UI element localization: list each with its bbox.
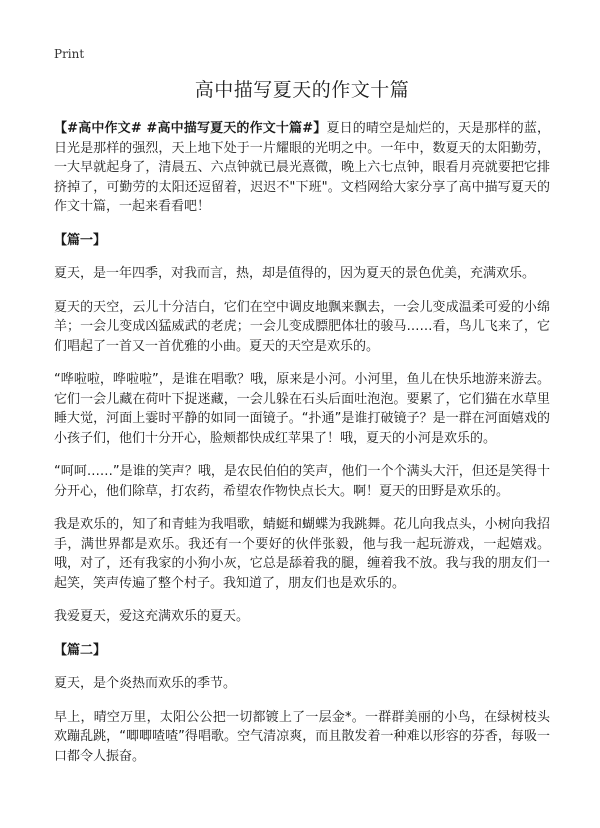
paragraph: 早上，晴空万里，太阳公公把一切都镀上了一层金*。一群群美丽的小鸟，在绿树枝头欢蹦乱跳，“唧唧喳喳”得唱歌。空气清凉爽，而且散发着一种难以形容的芬香，每吸一口都令人振奋。 <box>54 709 550 764</box>
paragraph: 我爱夏天，爱这充满欢乐的夏天。 <box>54 609 250 624</box>
page-title: 高中描写夏天的作文十篇 <box>194 79 410 101</box>
paragraph: 我是欢乐的，知了和青蛙为我唱歌，蜻蜓和蝴蝶为我跳舞。花儿向我点头，小树向我招手，满世界都是欢乐。我还有一个要好的伙伴张毅，他与我一起玩游戏，一起嬉戏。哦，对了，还有我家的小狗小灰，它总是舔着我的腿，缠着我不放。我与我的朋友们一起笑，笑声传遍了整个村子。我知道了，朋友们也是欢乐的。 <box>54 517 550 591</box>
paragraph: 夏天，是一年四季，对我而言，热，却是值得的，因为夏天的景色优美，充满欢乐。 <box>54 266 536 281</box>
paragraph: 夏天，是个炎热而欢乐的季节。 <box>54 676 237 691</box>
intro-text: 夏日的晴空是灿烂的，天是那样的蓝，日光是那样的强烈，天上地下处于一片耀眼的光明之中。一年中，数夏天的太阳勤劳，一大早就起身了，清晨五、六点钟就已晨光熹微，晚上六七点钟，眼看月亮就要把它排挤掉了，可勤劳的太阳还逗留着，迟迟不"下班"。文档网给大家分享了高中描写夏天的作文十篇，一起来看看吧！ <box>54 121 550 214</box>
intro-paragraph <box>54 119 550 217</box>
paragraph: 夏天的天空，云儿十分洁白，它们在空中调皮地飘来飘去，一会儿变成温柔可爱的小绵羊；一会儿变成凶猛威武的老虎；一会儿变成膘肥体壮的骏马……看，鸟儿飞来了，它们唱起了一首又一首优雅的小曲。夏天的天空是欢乐的。 <box>54 299 550 354</box>
paragraph: “呵呵……”是谁的笑声？哦，是农民伯伯的笑声，他们一个个满头大汗，但还是笑得十分开心，他们除草，打农药，希望农作物快点长大。啊！夏天的田野是欢乐的。 <box>54 464 550 499</box>
intro-tag: 【#高中作文# #高中描写夏天的作文十篇#】 <box>54 121 327 136</box>
document <box>54 78 550 780</box>
print-link[interactable]: Print <box>54 47 85 61</box>
section-heading-1: 【篇一】 <box>54 232 107 248</box>
section-heading-2: 【篇二】 <box>54 642 107 658</box>
paragraph: “哗啦啦，哗啦啦”，是谁在唱歌？哦，原来是小河。小河里，鱼儿在快乐地游来游去。它们一会儿藏在荷叶下捉迷藏，一会儿躲在石头后面吐泡泡。要累了，它们猫在水草里睡大觉，河面上霎时平静的如同一面镜子。“扑通”是谁打破镜子？是一群在河面嬉戏的小孩子们，他们十分开心，脸颊都快成红苹果了！哦，夏天的小河是欢乐的。 <box>54 372 550 446</box>
